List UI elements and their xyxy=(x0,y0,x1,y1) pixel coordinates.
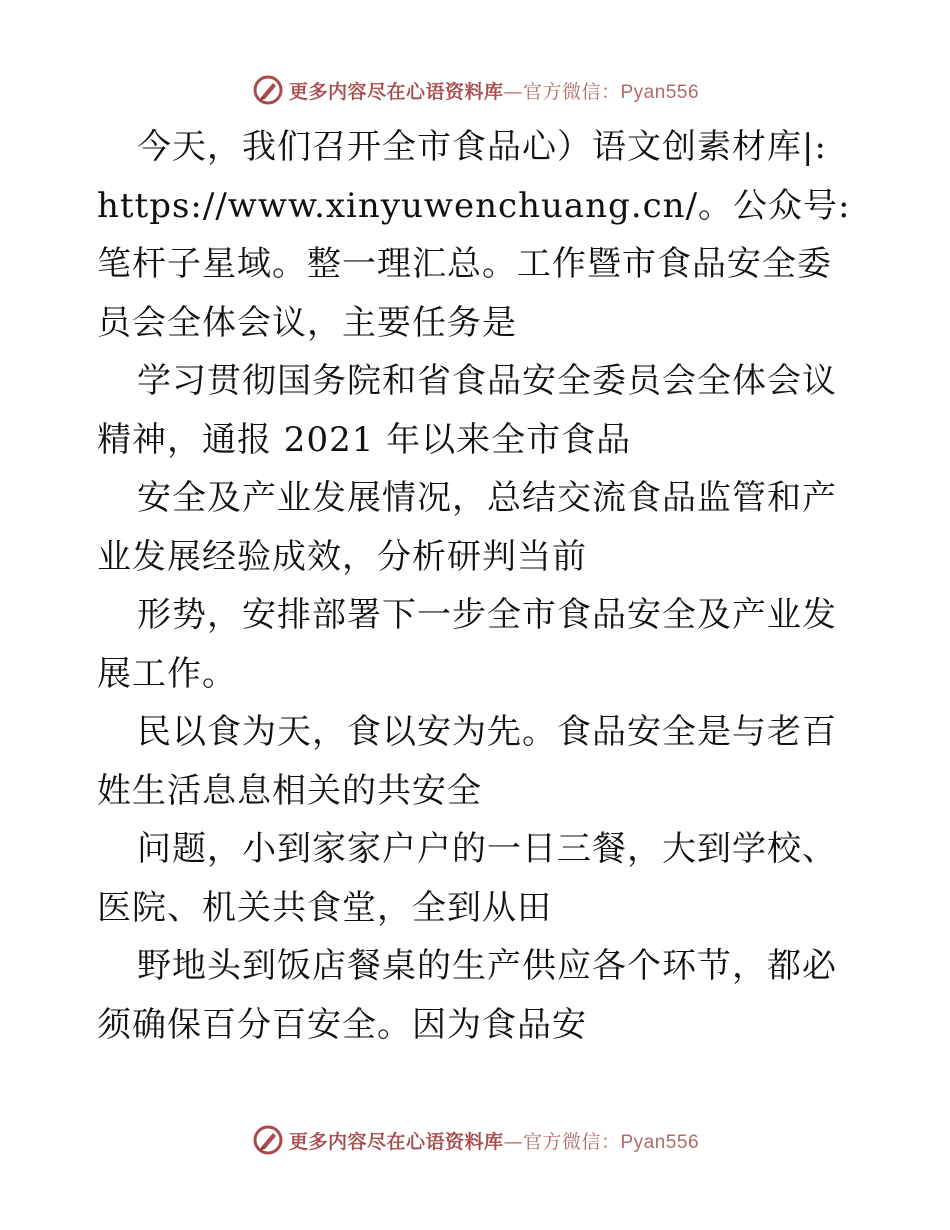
pen-nib-logo-icon xyxy=(251,1123,285,1157)
paragraph: 学习贯彻国务院和省食品安全委员会全体会议精神，通报 2021 年以来全市食品 xyxy=(97,361,837,460)
paragraph: 今天，我们召开全市食品心）语文创素材库|: https://www.xinyuwenchuang.cn/。公众号: 笔杆子星域。整一理汇总。工作暨市食品安全委员会全体会议，主要任务是 xyxy=(97,127,851,343)
banner-wechat-label: 官方微信： xyxy=(522,80,621,103)
banner-wechat-id: Pyan556 xyxy=(620,81,700,103)
banner-main-text: 更多内容尽在心语资料库 xyxy=(288,1130,504,1153)
banner-main-text: 更多内容尽在心语资料库 xyxy=(288,80,504,103)
paragraph: 安全及产业发展情况，总结交流食品监管和产业发展经验成效，分析研判当前 xyxy=(97,478,837,577)
header-banner xyxy=(0,70,950,110)
banner-text xyxy=(289,1127,699,1154)
document-body xyxy=(97,118,853,1054)
paragraph: 民以食为天，食以安为先。食品安全是与老百姓生活息息相关的共安全 xyxy=(97,712,837,811)
pen-nib-logo-icon xyxy=(251,73,285,107)
banner-dash: — xyxy=(503,80,523,103)
banner-dash: — xyxy=(503,1130,523,1153)
paragraph: 野地头到饭店餐桌的生产供应各个环节，都必须确保百分百安全。因为食品安 xyxy=(97,946,837,1045)
footer-banner xyxy=(0,1120,950,1160)
paragraph: 问题，小到家家户户的一日三餐，大到学校、医院、机关共食堂，全到从田 xyxy=(97,829,837,928)
banner-text xyxy=(289,77,699,104)
banner-wechat-label: 官方微信： xyxy=(522,1130,621,1153)
banner-wechat-id: Pyan556 xyxy=(620,1131,700,1153)
paragraph: 形势，安排部署下一步全市食品安全及产业发展工作。 xyxy=(97,595,837,694)
